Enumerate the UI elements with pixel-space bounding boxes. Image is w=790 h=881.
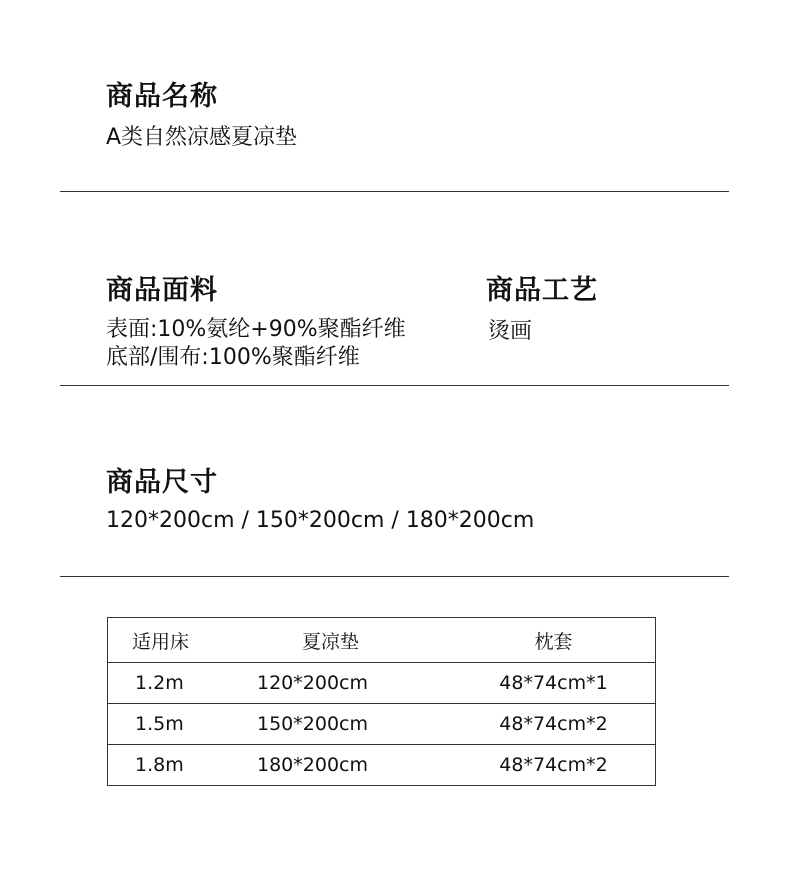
table-cell-mat: 180*200cm <box>257 754 368 776</box>
table-header-row <box>108 618 656 663</box>
size-table <box>107 617 656 786</box>
material-heading: 商品面料 <box>106 275 218 306</box>
material-line-surface: 表面:10%氨纶+90%聚酯纤维 <box>106 317 406 342</box>
craft-heading: 商品工艺 <box>486 275 598 306</box>
divider <box>60 576 729 577</box>
craft-value: 烫画 <box>488 319 533 344</box>
product-name-heading: 商品名称 <box>106 81 218 112</box>
table-row <box>108 663 656 704</box>
table-cell-pillowcase: 48*74cm*1 <box>499 672 608 694</box>
table-header-pillowcase: 枕套 <box>534 630 573 653</box>
table-cell-bed: 1.2m <box>135 672 184 694</box>
table-row <box>108 745 656 786</box>
table-cell-mat: 150*200cm <box>257 713 368 735</box>
table-header-bed: 适用床 <box>132 630 190 653</box>
table-cell-pillowcase: 48*74cm*2 <box>499 713 608 735</box>
table-header-mat: 夏凉垫 <box>302 630 360 653</box>
table-cell-bed: 1.8m <box>135 754 184 776</box>
divider <box>60 191 729 192</box>
divider <box>60 385 729 386</box>
table-cell-pillowcase: 48*74cm*2 <box>499 754 608 776</box>
size-value: 120*200cm / 150*200cm / 180*200cm <box>106 508 535 533</box>
table-cell-bed: 1.5m <box>135 713 184 735</box>
size-heading: 商品尺寸 <box>106 467 218 498</box>
product-name-value: A类自然凉感夏凉垫 <box>106 125 298 150</box>
material-line-bottom: 底部/围布:100%聚酯纤维 <box>106 345 360 370</box>
table-row <box>108 704 656 745</box>
table-cell-mat: 120*200cm <box>257 672 368 694</box>
